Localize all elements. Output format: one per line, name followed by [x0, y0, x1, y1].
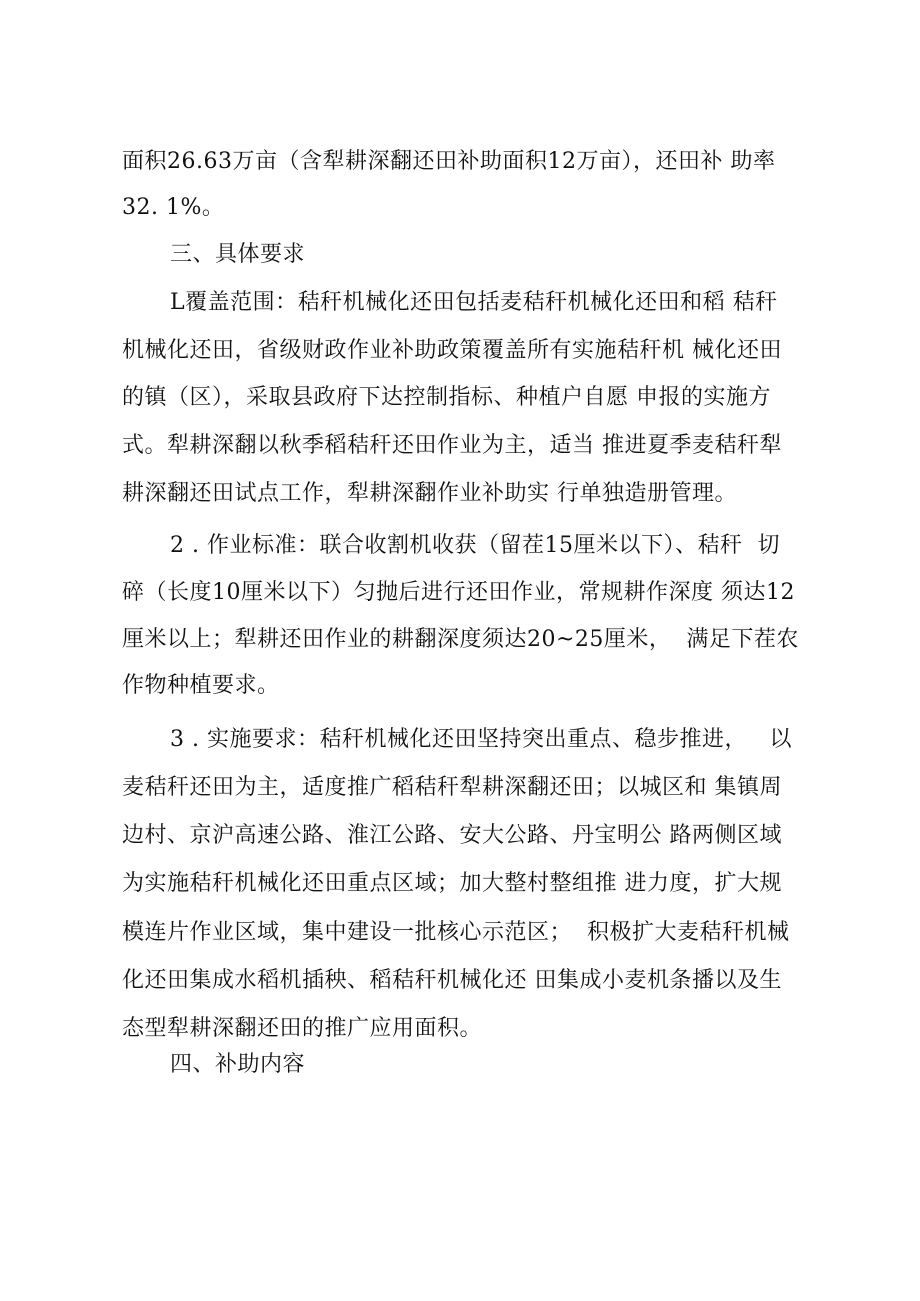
- paragraph-line: 2 . 作业标准：联合收割机收获（留茬15厘米以下）、秸秆 切: [170, 533, 780, 558]
- paragraph-line: 式。犁耕深翻以秋季稻秸秆还田作业为主，适当 推进夏季麦秸秆犁: [122, 433, 782, 458]
- paragraph-line: 态型犁耕深翻还田的推广应用面积。: [122, 1016, 483, 1041]
- paragraph-line: 边村、京沪高速公路、淮江公路、安大公路、丹宝明公 路两侧区域: [122, 823, 782, 848]
- paragraph-line: 作物种植要求。: [122, 673, 280, 698]
- paragraph-line: 厘米以上；犁耕还田作业的耕翻深度须达20~25厘米， 满足下茬农: [122, 627, 799, 652]
- paragraph-line: 碎（长度10厘米以下）匀抛后进行还田作业，常规耕作深度 须达12: [122, 580, 795, 605]
- section-heading: 三、具体要求: [170, 242, 306, 267]
- paragraph-line: 面积26.63万亩（含犁耕深翻还田补助面积12万亩），还田补 助率: [122, 149, 776, 174]
- paragraph-line: 机械化还田，省级财政作业补助政策覆盖所有实施秸秆机 械化还田: [122, 338, 782, 363]
- paragraph-line: 耕深翻还田试点工作，犁耕深翻作业补助实 行单独造册管理。: [122, 481, 737, 506]
- paragraph-line: 麦秸秆还田为主，适度推广稻秸秆犁耕深翻还田；以城区和 集镇周: [122, 775, 782, 800]
- paragraph-line: 为实施秸秆机械化还田重点区域；加大整村整组推 进力度，扩大规: [122, 871, 782, 896]
- paragraph-line: 的镇（区），采取县政府下达控制指标、种植户自愿 申报的实施方: [122, 385, 771, 410]
- paragraph-line: 32. 1%。: [122, 195, 225, 220]
- paragraph-line: 模连片作业区域，集中建设一批核心示范区； 积极扩大麦秸秆机械: [122, 920, 790, 945]
- paragraph-line: 3 . 实施要求：秸秆机械化还田坚持突出重点、稳步推进， 以: [170, 727, 792, 752]
- paragraph-line: L覆盖范围：秸秆机械化还田包括麦秸秆机械化还田和稻 秸秆: [170, 290, 778, 315]
- paragraph-line: 化还田集成水稻机插秧、稻秸秆机械化还 田集成小麦机条播以及生: [122, 968, 782, 993]
- section-heading: 四、补助内容: [170, 1052, 306, 1077]
